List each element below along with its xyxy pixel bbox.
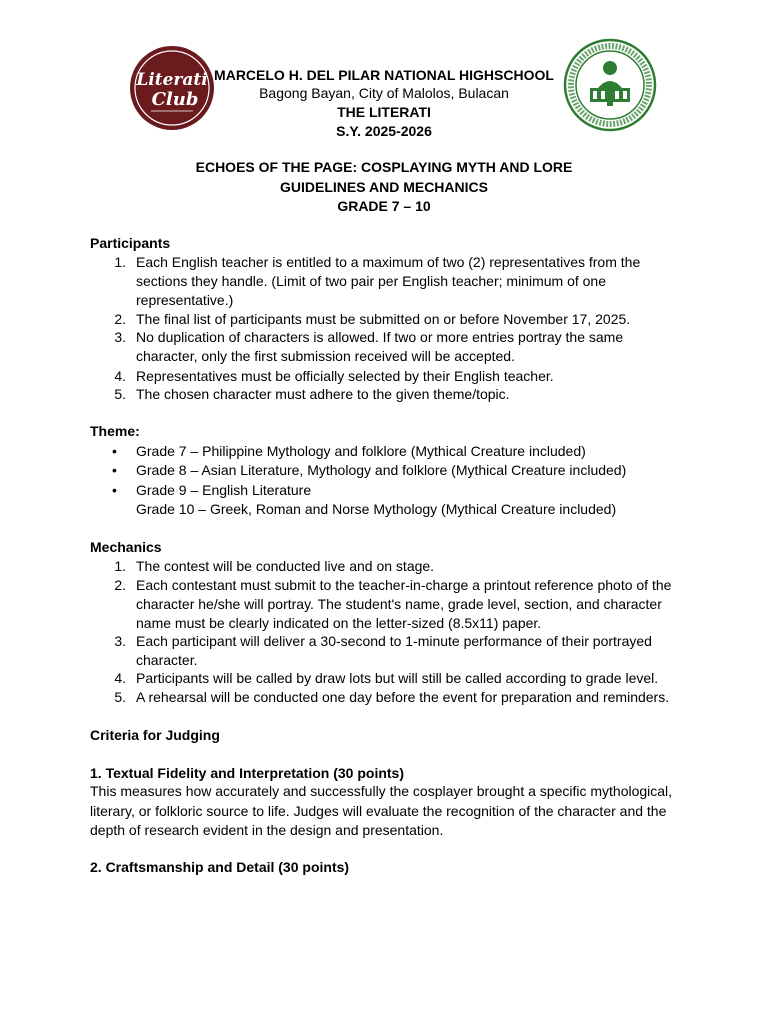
participants-heading: Participants xyxy=(90,235,171,251)
item-text: Representatives must be officially selected by their English teacher. xyxy=(136,368,554,384)
item-number: 4. xyxy=(114,670,126,686)
item-text: name must be clearly indicated on the letter-sized (8.5x11) paper. xyxy=(136,615,542,631)
item-number: 1. xyxy=(114,254,126,270)
paragraph-line: This measures how accurately and successfully the cosplayer brought a specific mythological, xyxy=(90,783,673,799)
bullet: • xyxy=(112,462,117,478)
mechanics-heading: Mechanics xyxy=(90,539,162,555)
event-title: ECHOES OF THE PAGE: COSPLAYING MYTH AND LORE xyxy=(195,159,573,175)
bullet: • xyxy=(112,482,117,498)
item-text: Grade 10 – Greek, Roman and Norse Mythology (Mythical Creature included) xyxy=(136,501,617,517)
item-text: Grade 9 – English Literature xyxy=(136,482,312,498)
item-text: character, only the first submission received will be accepted. xyxy=(136,348,515,364)
club-name: THE LITERATI xyxy=(337,104,431,120)
grade-range: GRADE 7 – 10 xyxy=(337,198,431,214)
item-text: Participants will be called by draw lots but will still be called according to grade level. xyxy=(136,670,659,686)
item-text: character. xyxy=(136,652,198,668)
item-number: 3. xyxy=(114,633,126,649)
bullet: • xyxy=(112,443,117,459)
paragraph-line: literary, or folkloric source to life. Judges will evaluate the recognition of the character and the xyxy=(90,802,667,819)
item-number: 4. xyxy=(114,368,126,384)
school-seal-logo xyxy=(563,38,657,134)
criterion-1-description xyxy=(90,782,680,841)
item-number: 3. xyxy=(114,329,126,345)
item-text: Grade 7 – Philippine Mythology and folklore (Mythical Creature included) xyxy=(136,443,586,459)
criterion-2-heading: 2. Craftsmanship and Detail (30 points) xyxy=(90,859,350,875)
school-name: MARCELO H. DEL PILAR NATIONAL HIGHSCHOOL xyxy=(214,67,554,83)
school-year: S.Y. 2025-2026 xyxy=(336,123,432,139)
item-number: 1. xyxy=(114,558,126,574)
item-text: The final list of participants must be submitted on or before November 17, 2025. xyxy=(136,311,631,327)
svg-text:Club: Club xyxy=(151,89,199,110)
item-text: representative.) xyxy=(136,292,234,308)
paragraph-line: depth of research evident in the design and presentation. xyxy=(90,822,444,838)
theme-heading: Theme: xyxy=(90,423,140,439)
svg-text:Literati: Literati xyxy=(136,70,208,90)
school-address: Bagong Bayan, City of Malolos, Bulacan xyxy=(259,85,509,101)
item-text: Each English teacher is entitled to a maximum of two (2) representatives from the xyxy=(136,254,641,270)
criteria-heading: Criteria for Judging xyxy=(90,727,220,743)
item-text: A rehearsal will be conducted one day before the event for preparation and reminders. xyxy=(136,689,670,705)
item-number: 2. xyxy=(114,311,126,327)
guidelines-title: GUIDELINES AND MECHANICS xyxy=(280,179,488,195)
item-text: character he/she will portray. The student's name, grade level, section, and character xyxy=(136,596,662,612)
item-number: 5. xyxy=(114,386,126,402)
criterion-1-heading: 1. Textual Fidelity and Interpretation (30 points) xyxy=(90,765,405,781)
item-text: The chosen character must adhere to the given theme/topic. xyxy=(136,386,510,402)
item-text: Grade 8 – Asian Literature, Mythology and folklore (Mythical Creature included) xyxy=(136,462,627,478)
item-text: The contest will be conducted live and on stage. xyxy=(136,558,435,574)
item-text: sections they handle. (Limit of two pair per English teacher; minimum of one xyxy=(136,273,607,289)
item-number: 2. xyxy=(114,577,126,593)
item-text: Each participant will deliver a 30-second to 1-minute performance of their portrayed xyxy=(136,633,652,649)
item-number: 5. xyxy=(114,689,126,705)
item-text: No duplication of characters is allowed. If two or more entries portray the same xyxy=(136,329,624,345)
item-text: Each contestant must submit to the teacher-in-charge a printout reference photo of the xyxy=(136,577,672,593)
